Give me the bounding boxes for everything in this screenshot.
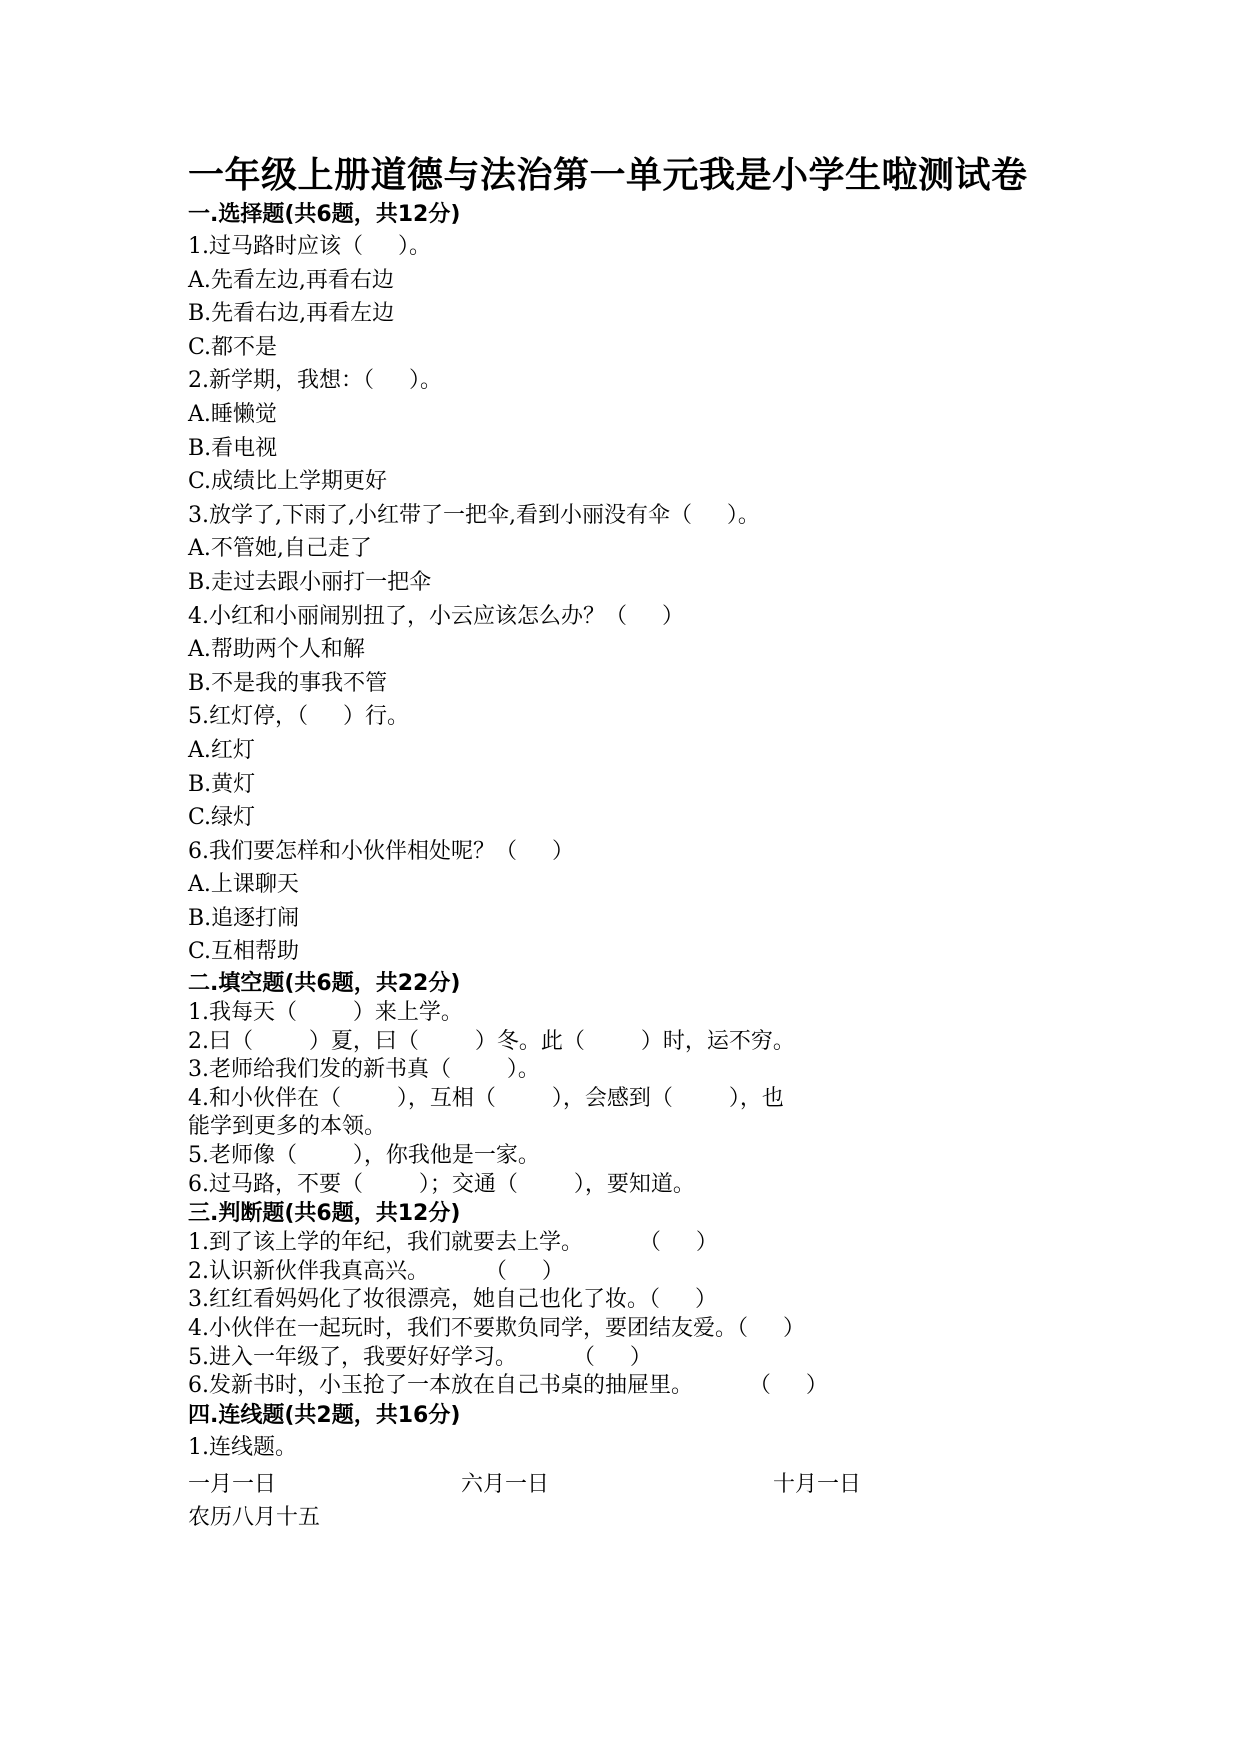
question-line: 5.红灯停，（ ）行。 xyxy=(188,704,409,730)
option-line: A.帮助两个人和解 xyxy=(188,637,365,663)
matching-row xyxy=(188,1468,1058,1501)
section-matching xyxy=(188,1401,1058,1534)
question-line: 6.我们要怎样和小伙伴相处呢？（ ） xyxy=(188,838,574,864)
question-line: 4.小红和小丽闹别扭了，小云应该怎么办？（ ） xyxy=(188,603,684,629)
matching-item: 六月一日 xyxy=(461,1471,550,1497)
question-line-continued: 能学到更多的本领。 xyxy=(188,1114,387,1140)
matching-item: 一月一日 xyxy=(188,1471,277,1497)
question-line: 2.新学期，我想：（ ）。 xyxy=(188,368,442,394)
question-line: 3.放学了,下雨了,小红带了一把伞,看到小丽没有伞（ ）。 xyxy=(188,502,760,528)
section-true-false xyxy=(188,1199,1058,1401)
option-line: C.都不是 xyxy=(188,334,278,360)
section-heading: 四.连线题(共2题，共16分) xyxy=(188,1402,461,1428)
option-line: B.追逐打闹 xyxy=(188,905,300,931)
option-line: B.走过去跟小丽打一把伞 xyxy=(188,569,432,595)
question-line: 1.连线题。 xyxy=(188,1434,297,1460)
question-line: 3.红红看妈妈化了妆很漂亮，她自己也化了妆。（ ） xyxy=(188,1287,717,1313)
option-line: B.先看右边,再看左边 xyxy=(188,301,395,327)
question-line: 5.进入一年级了，我要好好学习。 （ ） xyxy=(188,1344,652,1370)
option-line: B.黄灯 xyxy=(188,771,256,797)
exam-document xyxy=(188,150,1058,1534)
option-line: A.先看左边,再看右边 xyxy=(188,267,394,293)
option-line: A.上课聊天 xyxy=(188,872,299,898)
option-line: A.睡懒觉 xyxy=(188,401,277,427)
question-line: 2.认识新伙伴我真高兴。 （ ） xyxy=(188,1258,564,1284)
option-line: C.绿灯 xyxy=(188,805,256,831)
section-heading: 一.选择题(共6题，共12分) xyxy=(188,202,461,227)
option-line: C.成绩比上学期更好 xyxy=(188,469,388,495)
section-fill-in-blank xyxy=(188,969,1058,1199)
section-multiple-choice xyxy=(188,200,1058,969)
option-line: B.看电视 xyxy=(188,435,278,461)
question-line: 2.曰（ ）夏，曰（ ）冬。此（ ）时，运不穷。 xyxy=(188,1028,795,1054)
question-line: 6.过马路，不要（ ）；交通（ ），要知道。 xyxy=(188,1171,695,1197)
question-line: 5.老师像（ ），你我他是一家。 xyxy=(188,1143,540,1169)
question-line: 1.过马路时应该（ ）。 xyxy=(188,234,431,259)
question-line: 4.和小伙伴在（ ），互相（ ），会感到（ ），也 xyxy=(188,1085,784,1111)
matching-row xyxy=(188,1501,1058,1534)
question-line: 1.到了该上学的年纪，我们就要去上学。 （ ） xyxy=(188,1230,718,1256)
section-heading: 三.判断题(共6题，共12分) xyxy=(188,1201,461,1227)
question-line: 4.小伙伴在一起玩时，我们不要欺负同学，要团结友爱。（ ） xyxy=(188,1316,805,1341)
section-heading: 二.填空题(共6题，共22分) xyxy=(188,971,461,997)
option-line: A.红灯 xyxy=(188,737,255,763)
question-line: 1.我每天（ ）来上学。 xyxy=(188,1000,463,1026)
question-line: 6.发新书时，小玉抢了一本放在自己书桌的抽屉里。 （ ） xyxy=(188,1373,828,1399)
option-line: A.不管她,自己走了 xyxy=(188,536,372,562)
exam-title: 一年级上册道德与法治第一单元我是小学生啦测试卷 xyxy=(188,155,1028,196)
question-line: 3.老师给我们发的新书真（ ）。 xyxy=(188,1057,540,1083)
option-line: B.不是我的事我不管 xyxy=(188,670,388,696)
matching-item: 十月一日 xyxy=(773,1471,862,1497)
option-line: C.互相帮助 xyxy=(188,939,300,965)
matching-item: 农历八月十五 xyxy=(188,1504,321,1530)
